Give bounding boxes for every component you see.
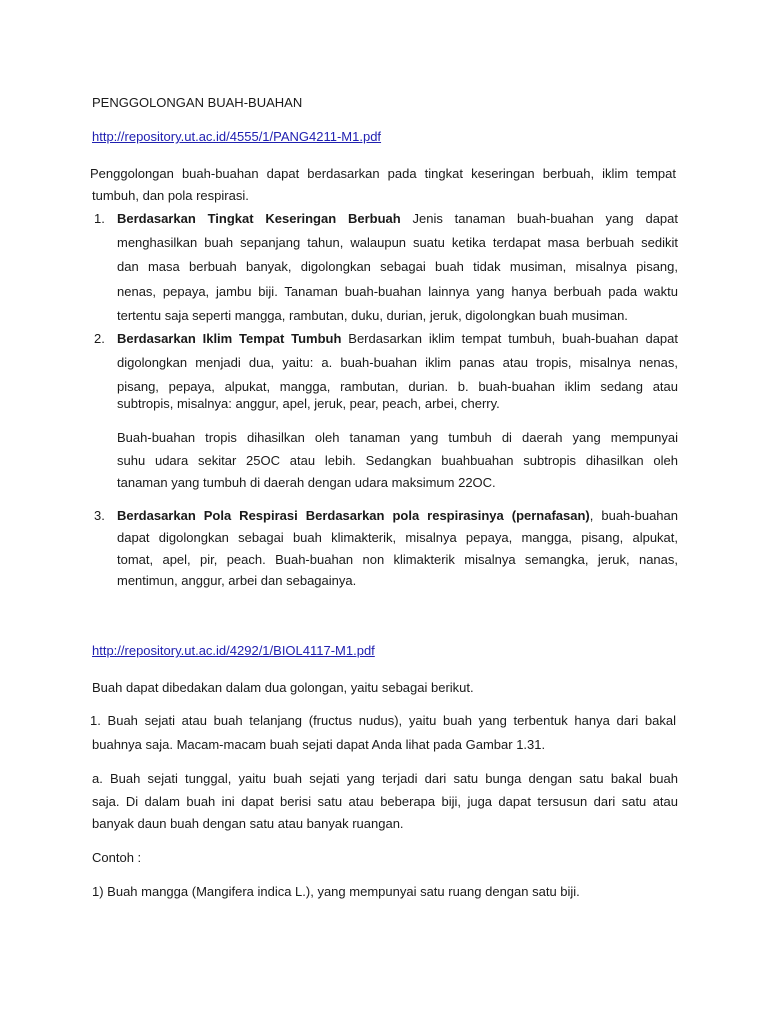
intro-line: tumbuh, dan pola respirasi.	[92, 188, 249, 203]
list-item-2-line: subtropis, misalnya: anggur, apel, jeruk, pear, peach, arbei, cherry.	[117, 396, 500, 411]
tropis-note-line: Buah-buahan tropis dihasilkan oleh tanaman yang tumbuh di daerah yang mempunyai	[117, 430, 678, 445]
list-item-1-line: tertentu saja seperti mangga, rambutan, duku, durian, jeruk, digolongkan buah musiman.	[117, 308, 628, 323]
list-item-1-line	[117, 211, 678, 227]
source-link-2[interactable]: http://repository.ut.ac.id/4292/1/BIOL4117-M1.pdf	[92, 643, 375, 658]
list-item-1-line: dan masa berbuah banyak, digolongkan sebagai buah tidak musiman, misalnya pisang,	[117, 259, 678, 274]
list-number: 2.	[94, 331, 105, 346]
section2-p1-line: buahnya saja. Macam-macam buah sejati dapat Anda lihat pada Gambar 1.31.	[92, 737, 546, 752]
list-item-3-line: mentimun, anggur, arbei dan sebagainya.	[117, 573, 357, 588]
section2-p2-line: banyak daun buah dengan satu atau banyak ruangan.	[92, 816, 404, 831]
contoh-label: Contoh :	[92, 850, 142, 865]
section2-p1-line: 1. Buah sejati atau buah telanjang (fructus nudus), yaitu buah yang terbentuk hanya dari bakal	[90, 713, 676, 728]
list-item-2-line: digolongkan menjadi dua, yaitu: a. buah-buahan iklim panas atau tropis, misalnya nenas,	[117, 355, 678, 370]
list-item-3-line	[117, 508, 678, 524]
list-item-heading: Berdasarkan Iklim Tempat Tumbuh	[117, 331, 342, 346]
list-number: 1.	[94, 211, 105, 226]
source-link-1[interactable]: http://repository.ut.ac.id/4555/1/PANG4211-M1.pdf	[92, 129, 382, 144]
list-item-2-line: pisang, pepaya, alpukat, mangga, rambutan, durian. b. buah-buahan iklim sedang atau	[117, 379, 678, 394]
list-item-heading: Berdasarkan Tingkat Keseringan Berbuah	[117, 211, 401, 226]
list-item-2-line	[117, 331, 678, 347]
tropis-note-line: tanaman yang tumbuh di daerah dengan udara maksimum 22OC.	[117, 475, 496, 490]
list-item-text: Jenis tanaman buah-buahan yang dapat	[400, 211, 678, 226]
list-item-text: Berdasarkan iklim tempat tumbuh, buah-buahan dapat	[341, 331, 679, 346]
intro-line: Penggolongan buah-buahan dapat berdasarkan pada tingkat keseringan berbuah, iklim tempat	[90, 166, 676, 181]
list-item-heading: Berdasarkan Pola Respirasi Berdasarkan pola respirasinya (pernafasan)	[117, 508, 590, 523]
list-item-1-line: nenas, pepaya, jambu biji. Tanaman buah-buahan lainnya yang hanya berbuah pada waktu	[117, 284, 678, 299]
section2-p2-line: saja. Di dalam buah ini dapat berisi satu atau beberapa biji, juga dapat tersusun dari satu atau	[92, 794, 678, 809]
example-1: 1) Buah mangga (Mangifera indica L.), yang mempunyai satu ruang dengan satu biji.	[92, 884, 580, 899]
document-title: PENGGOLONGAN BUAH-BUAHAN	[92, 95, 303, 110]
list-number: 3.	[94, 508, 105, 523]
section2-lead: Buah dapat dibedakan dalam dua golongan, yaitu sebagai berikut.	[92, 680, 474, 695]
section2-p2-line: a. Buah sejati tunggal, yaitu buah sejati yang terjadi dari satu bunga dengan satu bakal buah	[92, 771, 678, 786]
list-item-text: , buah-buahan	[589, 508, 678, 523]
list-item-3-line: dapat digolongkan sebagai buah klimakterik, misalnya pepaya, mangga, pisang, alpukat,	[117, 530, 678, 545]
list-item-1-line: menghasilkan buah sepanjang tahun, walaupun suatu ketika terdapat masa berbuah sedikit	[117, 235, 678, 250]
tropis-note-line: suhu udara sekitar 25OC atau lebih. Sedangkan buahbuahan subtropis dihasilkan oleh	[117, 453, 678, 468]
list-item-3-line: tomat, apel, pir, peach. Buah-buahan non klimakterik misalnya semangka, jeruk, nanas,	[117, 552, 678, 567]
